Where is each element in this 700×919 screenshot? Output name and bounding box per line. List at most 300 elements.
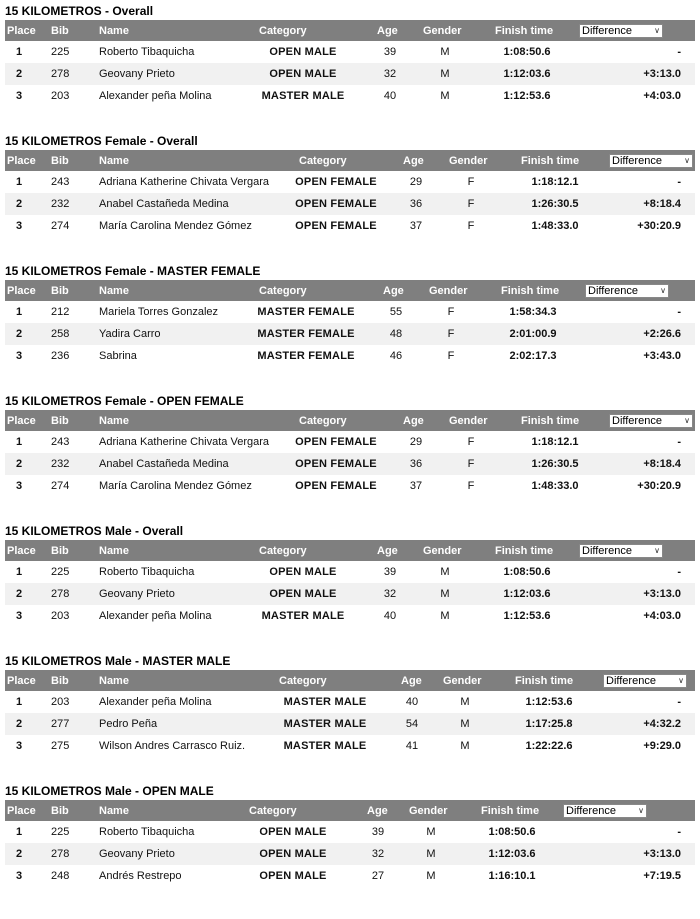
difference-select[interactable] xyxy=(579,544,663,558)
age-cell: 40 xyxy=(383,90,397,102)
place-cell: 2 xyxy=(5,63,33,85)
results-section xyxy=(0,133,700,263)
name-cell: Roberto Tibaquicha xyxy=(99,826,195,838)
column-header-bib[interactable]: Bib xyxy=(33,20,91,41)
column-header-category[interactable]: Category xyxy=(281,410,391,431)
results-section xyxy=(0,393,700,523)
column-header-category[interactable]: Category xyxy=(241,20,365,41)
name-cell: Alexander peña Molina xyxy=(99,696,212,708)
finish-time-cell: 1:48:33.0 xyxy=(531,220,579,232)
table-row[interactable] xyxy=(5,691,695,713)
age-cell: 39 xyxy=(383,46,397,58)
column-header-bib[interactable]: Bib xyxy=(33,410,91,431)
category-cell: MASTER MALE xyxy=(283,740,367,752)
difference-select-label: Difference xyxy=(582,24,632,37)
bib-cell: 225 xyxy=(51,46,70,58)
bib-cell: 258 xyxy=(33,323,91,345)
age-cell: 41 xyxy=(405,740,419,752)
column-header-gender[interactable]: Gender xyxy=(415,540,475,561)
column-header-difference xyxy=(579,540,695,561)
finish-time-cell: 1:12:53.6 xyxy=(503,90,551,102)
column-header-gender[interactable]: Gender xyxy=(421,280,481,301)
table-row[interactable] xyxy=(5,301,695,323)
place-cell: 3 xyxy=(15,350,23,362)
difference-select-label: Difference xyxy=(566,804,616,817)
category-cell: MASTER FEMALE xyxy=(257,306,355,318)
gender-cell: M xyxy=(435,713,495,735)
finish-time-cell: 1:12:03.6 xyxy=(461,843,563,865)
bib-cell: 225 xyxy=(51,826,70,838)
header-row xyxy=(5,280,695,301)
header-row xyxy=(5,670,695,691)
gender-cell: M xyxy=(440,610,450,622)
bib-cell: 236 xyxy=(51,350,70,362)
finish-time-cell: 1:26:30.5 xyxy=(501,453,609,475)
difference-cell: +3:13.0 xyxy=(579,63,695,85)
difference-cell: +3:43.0 xyxy=(643,350,681,362)
bib-cell: 275 xyxy=(51,740,70,752)
category-cell: OPEN FEMALE xyxy=(295,480,377,492)
name-cell: Geovany Prieto xyxy=(91,843,231,865)
table-row[interactable] xyxy=(5,345,695,367)
section-title: 15 KILOMETROS - Overall xyxy=(5,4,154,18)
gender-cell: M xyxy=(440,90,450,102)
results-section xyxy=(0,3,700,133)
column-header-category[interactable]: Category xyxy=(241,280,371,301)
column-header-name[interactable]: Name xyxy=(91,280,241,301)
category-cell: MASTER FEMALE xyxy=(257,350,355,362)
category-cell: MASTER MALE xyxy=(261,90,345,102)
difference-select[interactable] xyxy=(563,804,647,818)
bib-cell: 278 xyxy=(33,583,91,605)
category-cell: OPEN FEMALE xyxy=(295,220,377,232)
name-cell: María Carolina Mendez Gómez xyxy=(99,220,252,232)
finish-time-cell: 1:22:22.6 xyxy=(525,740,573,752)
gender-cell: M xyxy=(440,46,450,58)
place-cell: 3 xyxy=(15,740,23,752)
name-cell: Roberto Tibaquicha xyxy=(99,566,195,578)
difference-cell: +8:18.4 xyxy=(609,193,695,215)
difference-select[interactable] xyxy=(603,674,687,688)
finish-time-cell: 1:18:12.1 xyxy=(531,176,579,188)
difference-cell: +2:26.6 xyxy=(585,323,695,345)
difference-select-label: Difference xyxy=(612,414,662,427)
place-cell: 1 xyxy=(15,176,23,188)
column-header-finish[interactable]: Finish time xyxy=(495,670,603,691)
chevron-down-icon: ∨ xyxy=(654,25,660,35)
column-header-finish[interactable]: Finish time xyxy=(461,800,563,821)
section-spacer xyxy=(0,497,700,523)
column-header-place[interactable]: Place xyxy=(5,410,33,431)
difference-cell: - xyxy=(677,566,681,578)
place-cell: 2 xyxy=(5,583,33,605)
column-header-place[interactable]: Place xyxy=(5,540,33,561)
header-row xyxy=(5,800,695,821)
difference-cell: +30:20.9 xyxy=(637,480,681,492)
column-header-bib[interactable]: Bib xyxy=(33,670,91,691)
table-row[interactable] xyxy=(5,821,695,843)
gender-cell: F xyxy=(447,306,455,318)
age-cell: 29 xyxy=(409,176,423,188)
gender-cell: M xyxy=(460,740,470,752)
difference-select[interactable] xyxy=(609,154,693,168)
name-cell: Adriana Katherine Chivata Vergara xyxy=(99,176,269,188)
name-cell: Andrés Restrepo xyxy=(99,870,182,882)
finish-time-cell: 1:08:50.6 xyxy=(503,566,551,578)
chevron-down-icon: ∨ xyxy=(684,415,690,425)
difference-cell: +3:13.0 xyxy=(563,843,695,865)
difference-cell: - xyxy=(677,696,681,708)
results-table xyxy=(5,670,695,757)
place-cell: 2 xyxy=(5,843,33,865)
name-cell: Anabel Castañeda Medina xyxy=(91,193,281,215)
gender-cell: F xyxy=(467,220,475,232)
difference-cell: - xyxy=(677,826,681,838)
column-header-place[interactable]: Place xyxy=(5,20,33,41)
section-title: 15 KILOMETROS Male - OPEN MALE xyxy=(5,784,214,798)
category-cell: MASTER MALE xyxy=(261,713,389,735)
category-cell: OPEN MALE xyxy=(241,63,365,85)
name-cell: Wilson Andres Carrasco Ruiz. xyxy=(99,740,246,752)
difference-select-label: Difference xyxy=(606,674,656,687)
gender-cell: F xyxy=(421,323,481,345)
name-cell: Geovany Prieto xyxy=(91,583,241,605)
bib-cell: 278 xyxy=(33,843,91,865)
table-row[interactable] xyxy=(5,713,695,735)
section-spacer xyxy=(0,367,700,393)
finish-time-cell: 1:18:12.1 xyxy=(531,436,579,448)
age-cell: 54 xyxy=(389,713,435,735)
finish-time-cell: 1:26:30.5 xyxy=(501,193,609,215)
column-header-place[interactable]: Place xyxy=(5,150,33,171)
finish-time-cell: 1:12:53.6 xyxy=(525,696,573,708)
section-spacer xyxy=(0,237,700,263)
difference-select-label: Difference xyxy=(582,544,632,557)
gender-cell: M xyxy=(415,63,475,85)
age-cell: 48 xyxy=(371,323,421,345)
category-cell: OPEN FEMALE xyxy=(281,453,391,475)
column-header-place[interactable]: Place xyxy=(5,800,33,821)
difference-cell: +8:18.4 xyxy=(609,453,695,475)
category-cell: MASTER FEMALE xyxy=(241,323,371,345)
column-header-name[interactable]: Name xyxy=(91,410,281,431)
place-cell: 3 xyxy=(15,870,23,882)
finish-time-cell: 2:01:00.9 xyxy=(481,323,585,345)
gender-cell: M xyxy=(426,826,436,838)
difference-cell: - xyxy=(677,46,681,58)
table-row[interactable] xyxy=(5,843,695,865)
difference-cell: +3:13.0 xyxy=(579,583,695,605)
table-row[interactable] xyxy=(5,475,695,497)
table-row[interactable] xyxy=(5,605,695,627)
gender-cell: M xyxy=(460,696,470,708)
gender-cell: F xyxy=(447,350,455,362)
name-cell: Yadira Carro xyxy=(91,323,241,345)
table-row[interactable] xyxy=(5,453,695,475)
bib-cell: 248 xyxy=(51,870,70,882)
gender-cell: F xyxy=(467,436,475,448)
place-cell: 1 xyxy=(15,566,23,578)
place-cell: 2 xyxy=(5,453,33,475)
results-table xyxy=(5,280,695,367)
column-header-gender[interactable]: Gender xyxy=(435,670,495,691)
age-cell: 39 xyxy=(383,566,397,578)
place-cell: 1 xyxy=(15,696,23,708)
age-cell: 39 xyxy=(371,826,385,838)
difference-select-label: Difference xyxy=(612,154,662,167)
age-cell: 29 xyxy=(409,436,423,448)
results-section xyxy=(0,653,700,783)
table-row[interactable] xyxy=(5,63,695,85)
column-header-gender[interactable]: Gender xyxy=(401,800,461,821)
column-header-difference xyxy=(585,280,695,301)
column-header-bib[interactable]: Bib xyxy=(33,800,91,821)
category-cell: OPEN FEMALE xyxy=(281,193,391,215)
column-header-finish[interactable]: Finish time xyxy=(501,150,609,171)
column-header-age[interactable]: Age xyxy=(371,280,421,301)
column-header-finish[interactable]: Finish time xyxy=(475,540,579,561)
place-cell: 3 xyxy=(15,220,23,232)
column-header-name[interactable]: Name xyxy=(91,800,231,821)
column-header-place[interactable]: Place xyxy=(5,670,33,691)
bib-cell: 243 xyxy=(51,436,70,448)
place-cell: 3 xyxy=(15,480,23,492)
bib-cell: 212 xyxy=(51,306,70,318)
column-header-age[interactable]: Age xyxy=(391,410,441,431)
bib-cell: 203 xyxy=(51,90,70,102)
category-cell: OPEN FEMALE xyxy=(295,176,377,188)
column-header-category[interactable]: Category xyxy=(241,540,365,561)
name-cell: Alexander peña Molina xyxy=(99,610,212,622)
gender-cell: M xyxy=(415,583,475,605)
name-cell: Adriana Katherine Chivata Vergara xyxy=(99,436,269,448)
table-row[interactable] xyxy=(5,41,695,63)
difference-cell: +4:03.0 xyxy=(643,610,681,622)
column-header-name[interactable]: Name xyxy=(91,20,241,41)
finish-time-cell: 2:02:17.3 xyxy=(509,350,557,362)
table-row[interactable] xyxy=(5,865,695,887)
place-cell: 2 xyxy=(5,713,33,735)
table-row[interactable] xyxy=(5,323,695,345)
gender-cell: F xyxy=(467,480,475,492)
results-section xyxy=(0,523,700,653)
age-cell: 27 xyxy=(371,870,385,882)
section-title: 15 KILOMETROS Female - Overall xyxy=(5,134,198,148)
difference-cell: +9:29.0 xyxy=(643,740,681,752)
finish-time-cell: 1:16:10.1 xyxy=(488,870,536,882)
category-cell: OPEN MALE xyxy=(231,843,355,865)
column-header-difference xyxy=(563,800,695,821)
column-header-gender[interactable]: Gender xyxy=(441,410,501,431)
column-header-age[interactable]: Age xyxy=(365,20,415,41)
name-cell: Geovany Prieto xyxy=(91,63,241,85)
table-row[interactable] xyxy=(5,561,695,583)
age-cell: 37 xyxy=(409,220,423,232)
finish-time-cell: 1:12:03.6 xyxy=(475,583,579,605)
difference-select-label: Difference xyxy=(588,284,638,297)
bib-cell: 232 xyxy=(33,453,91,475)
chevron-down-icon: ∨ xyxy=(654,545,660,555)
chevron-down-icon: ∨ xyxy=(660,285,666,295)
column-header-age[interactable]: Age xyxy=(365,540,415,561)
bib-cell: 203 xyxy=(51,610,70,622)
name-cell: María Carolina Mendez Gómez xyxy=(99,480,252,492)
column-header-category[interactable]: Category xyxy=(281,150,391,171)
bib-cell: 274 xyxy=(51,220,70,232)
place-cell: 1 xyxy=(15,826,23,838)
table-row[interactable] xyxy=(5,431,695,453)
column-header-finish[interactable]: Finish time xyxy=(481,280,585,301)
difference-cell: +30:20.9 xyxy=(637,220,681,232)
name-cell: Pedro Peña xyxy=(91,713,261,735)
results-table xyxy=(5,20,695,107)
gender-cell: M xyxy=(440,566,450,578)
table-row[interactable] xyxy=(5,215,695,237)
finish-time-cell: 1:08:50.6 xyxy=(488,826,536,838)
column-header-place[interactable]: Place xyxy=(5,280,33,301)
age-cell: 32 xyxy=(365,583,415,605)
name-cell: Anabel Castañeda Medina xyxy=(91,453,281,475)
table-row[interactable] xyxy=(5,85,695,107)
place-cell: 1 xyxy=(15,436,23,448)
age-cell: 32 xyxy=(355,843,401,865)
column-header-difference xyxy=(609,150,695,171)
section-spacer xyxy=(0,757,700,783)
finish-time-cell: 1:12:03.6 xyxy=(475,63,579,85)
column-header-bib[interactable]: Bib xyxy=(33,540,91,561)
name-cell: Roberto Tibaquicha xyxy=(99,46,195,58)
column-header-name[interactable]: Name xyxy=(91,540,241,561)
table-row[interactable] xyxy=(5,193,695,215)
column-header-bib[interactable]: Bib xyxy=(33,150,91,171)
table-row[interactable] xyxy=(5,583,695,605)
column-header-age[interactable]: Age xyxy=(355,800,401,821)
header-row xyxy=(5,20,695,41)
category-cell: OPEN FEMALE xyxy=(295,436,377,448)
chevron-down-icon: ∨ xyxy=(638,805,644,815)
age-cell: 40 xyxy=(405,696,419,708)
place-cell: 1 xyxy=(15,46,23,58)
finish-time-cell: 1:08:50.6 xyxy=(503,46,551,58)
results-section xyxy=(0,783,700,887)
column-header-difference xyxy=(603,670,695,691)
header-row xyxy=(5,410,695,431)
gender-cell: M xyxy=(426,870,436,882)
section-spacer xyxy=(0,107,700,133)
table-row[interactable] xyxy=(5,171,695,193)
chevron-down-icon: ∨ xyxy=(678,675,684,685)
results-table xyxy=(5,410,695,497)
gender-cell: F xyxy=(441,193,501,215)
table-row[interactable] xyxy=(5,735,695,757)
section-title: 15 KILOMETROS Male - MASTER MALE xyxy=(5,654,231,668)
gender-cell: F xyxy=(467,176,475,188)
place-cell: 3 xyxy=(15,90,23,102)
column-header-category[interactable]: Category xyxy=(261,670,389,691)
age-cell: 32 xyxy=(365,63,415,85)
category-cell: OPEN MALE xyxy=(259,870,327,882)
column-header-age[interactable]: Age xyxy=(391,150,441,171)
header-row xyxy=(5,540,695,561)
results-table xyxy=(5,540,695,627)
category-cell: OPEN MALE xyxy=(269,46,337,58)
column-header-category[interactable]: Category xyxy=(231,800,355,821)
place-cell: 2 xyxy=(5,193,33,215)
finish-time-cell: 1:48:33.0 xyxy=(531,480,579,492)
difference-cell: +7:19.5 xyxy=(643,870,681,882)
bib-cell: 232 xyxy=(33,193,91,215)
category-cell: MASTER MALE xyxy=(261,610,345,622)
difference-select[interactable] xyxy=(609,414,693,428)
finish-time-cell: 1:58:34.3 xyxy=(509,306,557,318)
category-cell: OPEN MALE xyxy=(269,566,337,578)
age-cell: 46 xyxy=(389,350,403,362)
finish-time-cell: 1:17:25.8 xyxy=(495,713,603,735)
age-cell: 55 xyxy=(389,306,403,318)
difference-cell: +4:03.0 xyxy=(643,90,681,102)
place-cell: 3 xyxy=(15,610,23,622)
name-cell: Alexander peña Molina xyxy=(99,90,212,102)
name-cell: Sabrina xyxy=(99,350,137,362)
column-header-finish[interactable]: Finish time xyxy=(501,410,609,431)
difference-cell: - xyxy=(677,176,681,188)
gender-cell: F xyxy=(441,453,501,475)
section-title: 15 KILOMETROS Female - OPEN FEMALE xyxy=(5,394,244,408)
column-header-gender[interactable]: Gender xyxy=(415,20,475,41)
column-header-difference xyxy=(609,410,695,431)
column-header-gender[interactable]: Gender xyxy=(441,150,501,171)
gender-cell: M xyxy=(401,843,461,865)
category-cell: OPEN MALE xyxy=(259,826,327,838)
results-table xyxy=(5,800,695,887)
bib-cell: 278 xyxy=(33,63,91,85)
section-spacer xyxy=(0,627,700,653)
place-cell: 1 xyxy=(15,306,23,318)
column-header-name[interactable]: Name xyxy=(91,670,261,691)
bib-cell: 203 xyxy=(51,696,70,708)
difference-select[interactable] xyxy=(585,284,669,298)
bib-cell: 243 xyxy=(51,176,70,188)
age-cell: 36 xyxy=(391,193,441,215)
column-header-age[interactable]: Age xyxy=(389,670,435,691)
column-header-name[interactable]: Name xyxy=(91,150,281,171)
difference-cell: - xyxy=(677,306,681,318)
section-title: 15 KILOMETROS Male - Overall xyxy=(5,524,184,538)
age-cell: 40 xyxy=(383,610,397,622)
section-title: 15 KILOMETROS Female - MASTER FEMALE xyxy=(5,264,261,278)
age-cell: 36 xyxy=(391,453,441,475)
results-table xyxy=(5,150,695,237)
finish-time-cell: 1:12:53.6 xyxy=(503,610,551,622)
chevron-down-icon: ∨ xyxy=(684,155,690,165)
place-cell: 2 xyxy=(5,323,33,345)
results-section xyxy=(0,263,700,393)
age-cell: 37 xyxy=(409,480,423,492)
name-cell: Mariela Torres Gonzalez xyxy=(99,306,219,318)
difference-cell: +4:32.2 xyxy=(603,713,695,735)
difference-cell: - xyxy=(677,436,681,448)
category-cell: OPEN MALE xyxy=(241,583,365,605)
column-header-finish[interactable]: Finish time xyxy=(475,20,579,41)
bib-cell: 274 xyxy=(51,480,70,492)
column-header-difference xyxy=(579,20,695,41)
bib-cell: 225 xyxy=(51,566,70,578)
bib-cell: 277 xyxy=(33,713,91,735)
category-cell: MASTER MALE xyxy=(283,696,367,708)
header-row xyxy=(5,150,695,171)
difference-select[interactable] xyxy=(579,24,663,38)
column-header-bib[interactable]: Bib xyxy=(33,280,91,301)
